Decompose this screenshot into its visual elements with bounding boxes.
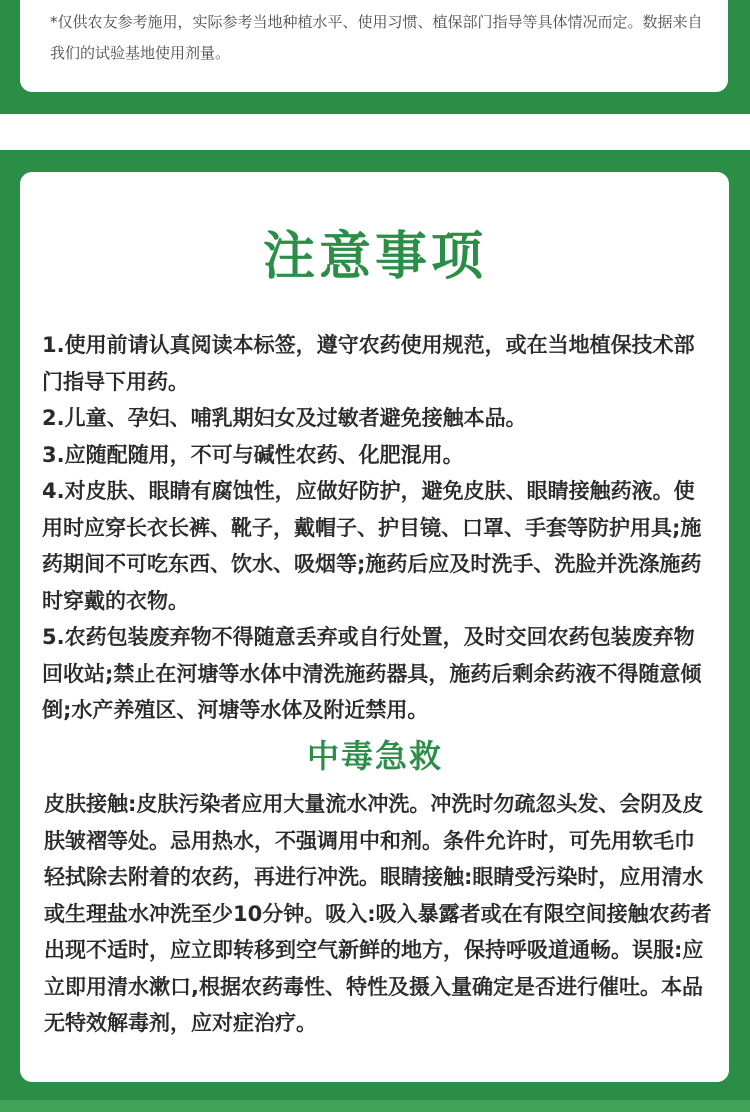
disclaimer-text: *仅供农友参考施用，实际参考当地种植水平、使用习惯、植保部门指导等具体情况而定。数据来自我们的试验基地使用剂量。 (50, 13, 703, 62)
precautions-list (42, 327, 714, 729)
bottom-green-strip (0, 1100, 750, 1112)
precaution-item-4: 4.对皮肤、眼睛有腐蚀性，应做好防护，避免皮肤、眼睛接触药液。使用时应穿长衣长裤、靴子，戴帽子、护目镜、口罩、手套等防护用具;施药期间不可吃东西、饮水、吸烟等;施药后应及时洗手、洗脸并洗涤施药时穿戴的衣物。 (42, 479, 702, 613)
precaution-item-3: 3.应随配随用，不可与碱性农药、化肥混用。 (42, 442, 464, 467)
first-aid-title: 中毒急救 (306, 737, 443, 775)
precaution-item-5: 5.农药包装废弃物不得随意丢弃或自行处置，及时交回农药包装废弃物回收站;禁止在河塘等水体中清洗施药器具，施药后剩余药液不得随意倾倒;水产养殖区、河塘等水体及附近禁用。 (42, 625, 702, 722)
first-aid-text: 皮肤接触:皮肤污染者应用大量流水冲洗。冲洗时勿疏忽头发、会阴及皮肤皱褶等处。忌用热水，不强调用中和剂。条件允许时，可先用软毛巾轻拭除去附着的农药，再进行冲洗。眼睛接触:眼睛受污染时，应用清水或生理盐水冲洗至少10分钟。吸入:吸入暴露者或在有限空间接触农药者出现不适时，应立即转移到空气新鲜的地方，保持呼吸道通畅。误服:应立即用清水漱口,根据农药毒性、特性及摄入量确定是否进行催吐。本品无特效解毒剂，应对症治疗。 (44, 792, 712, 1035)
section-gap (0, 114, 750, 150)
precaution-item-2: 2.儿童、孕妇、哺乳期妇女及过敏者避免接触本品。 (42, 406, 527, 430)
precautions-title: 注意事项 (262, 227, 487, 287)
precaution-item-1: 1.使用前请认真阅读本标签，遵守农药使用规范，或在当地植保技术部门指导下用药。 (42, 333, 695, 394)
